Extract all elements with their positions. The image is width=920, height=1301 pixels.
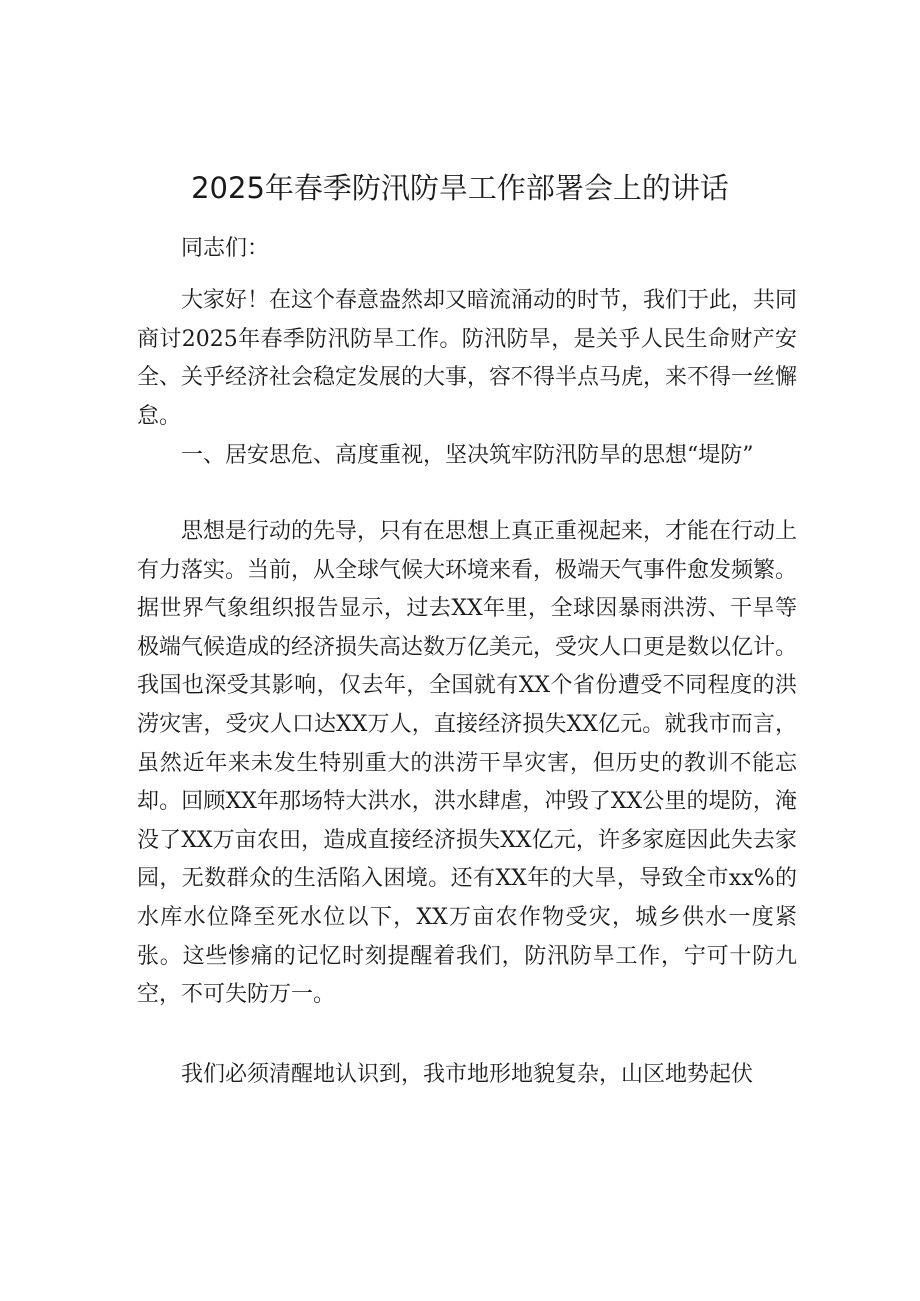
section-1-paragraph: 思想是行动的先导，只有在思想上真正重视起来，才能在行动上有力落实。当前，从全球气候大环境来看，极端天气事件愈发频繁。据世界气象组织报告显示，过去XX年里，全球因暴雨洪涝、干旱等极端气候造成的经济损失高达数万亿美元，受灾人口更是数以亿计。我国也深受其影响，仅去年，全国就有XX个省份遭受不同程度的洪涝灾害，受灾人口达XX万人，直接经济损失XX亿元。就我市而言，虽然近年来未发生特别重大的洪涝干旱灾害，但历史的教训不能忘却。回顾XX年那场特大洪水，洪水肆虐，冲毁了XX公里的堤防，淹没了XX万亩农田，造成直接经济损失XX亿元，许多家庭因此失去家园，无数群众的生活陷入困境。还有XX年的大旱，导致全市xx%的水库水位降至死水位以下，XX万亩农作物受灾，城乡供水一度紧张。这些惨痛的记忆时刻提醒着我们，防汛防旱工作，宁可十防九空，不可失防万一。 <box>137 519 798 1008</box>
section-heading-1: 一、居安思危、高度重视，坚决筑牢防汛防旱的思想“堤防” <box>181 443 754 468</box>
intro-paragraph: 大家好！在这个春意盎然却又暗流涌动的时节，我们于此，共同商讨2025年春季防汛防旱工作。防汛防旱，是关乎人民生命财产安全、关乎经济社会稳定发展的大事，容不得半点马虎，来不得一丝懈怠。 <box>137 288 798 429</box>
salutation: 同志们： <box>181 236 270 261</box>
section-1-paragraph-continued: 我们必须清醒地认识到，我市地形地貌复杂，山区地势起伏 <box>181 1062 754 1087</box>
document-title: 2025年春季防汛防旱工作部署会上的讲话 <box>191 171 729 205</box>
